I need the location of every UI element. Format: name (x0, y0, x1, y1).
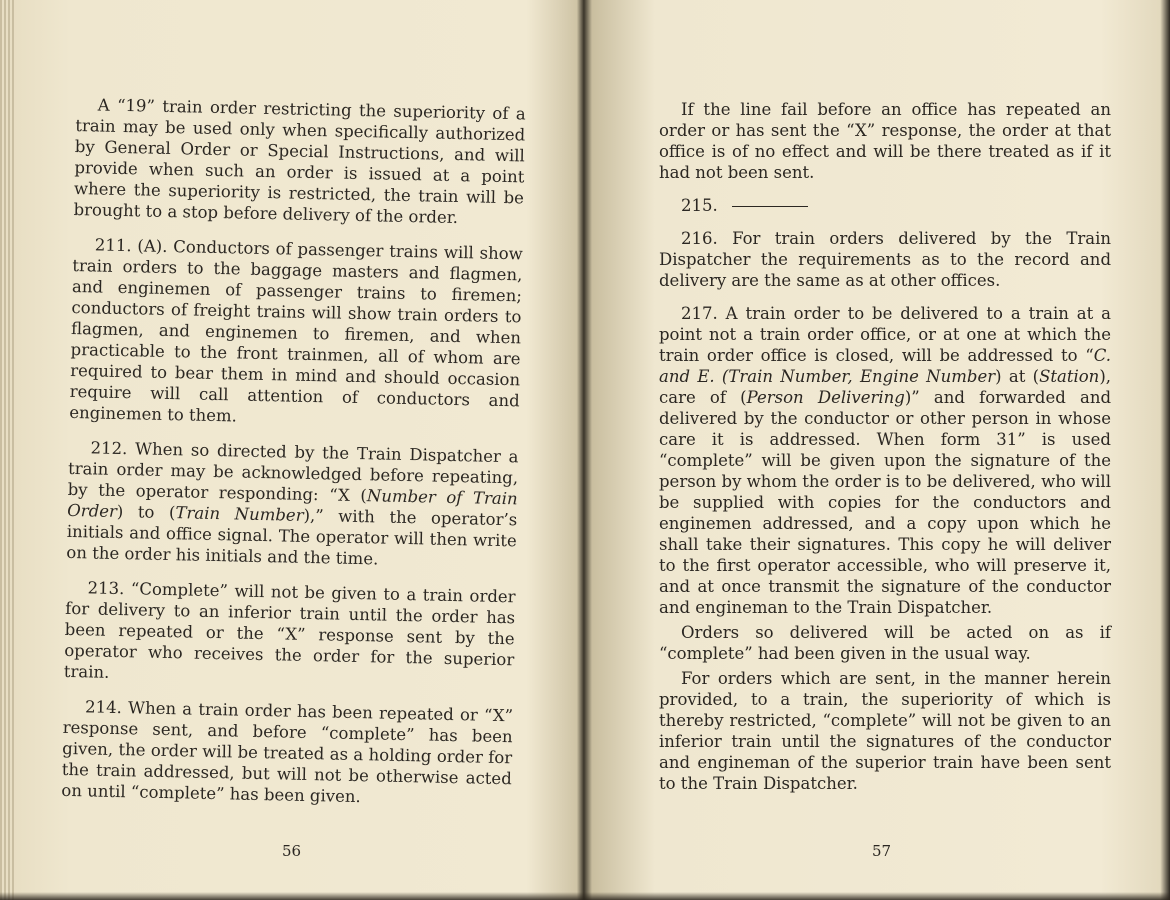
paragraph-19-order: A “19” train order restricting the superiority of a train may be used only when specifically authorized by General Order or Special Instructions, and will provide when such an order is issued at a point where the superiority is restricted, the train will be brought to a stop before delivery of the order. (73, 95, 526, 228)
p212-text-c: ),” with the operator’s initials and office signal. The operator will then write on the order his initials and the time. (66, 505, 518, 569)
paragraph-211: 211. (A). Conductors of passenger trains will show train orders to the baggage masters and flagmen, and enginemen of passenger trains to firemen; conductors of freight trains will show train orders to flagmen, and enginemen to firemen, and when practicable to the front trainmen, all of whom are required to bear them in mind and should occasion require will call attention of conductors and enginemen to them. (69, 235, 523, 426)
page-number-right: 57 (872, 842, 892, 860)
p217-italic-2: Station (1039, 367, 1100, 386)
paragraph-217 (659, 303, 1111, 618)
p212-italic-2: Train Number (175, 503, 304, 525)
left-page (0, 0, 580, 900)
paragraph-line-fail: If the line fail before an office has repeated an order or has sent the “X” response, the order at that office is of no effect and will be there treated as if it had not been sent. (659, 100, 1111, 182)
right-page-text (659, 99, 1111, 806)
paragraph-215 (659, 195, 1111, 216)
p217-text-a: 217. A train order to be delivered to a train at a point not a train order office, or at one at which the train order office is closed, will be addressed to “ (659, 304, 1111, 365)
rule-215-number: 215. (681, 196, 718, 215)
paragraph-213: 213. “Complete” will not be given to a train order for delivery to an inferior train until the order has been repeated or the “X” response sent by the operator who receives the order for the superior train. (63, 578, 516, 682)
p212-italic-1: Number of Train Order (67, 486, 518, 521)
left-page-text (61, 94, 526, 824)
right-page (590, 0, 1170, 900)
rule-215-blank-line (732, 206, 808, 207)
page-number-left: 56 (282, 842, 302, 860)
paragraph-214: 214. When a train order has been repeated or “X” response sent, and before “complete” has been given, the order will be treated as a holding order for the train addressed, but will not be otherwise acted on until “complete” has been given. (61, 697, 514, 807)
p217-text-d: )” and forwarded and delivered by the conductor or other person in whose care it is addressed. When form 31” is used “complete” will be given upon the signature of the person by whom the order is to be delivered, who will be supplied with copies for the conductors and enginemen addressed, and a copy upon which he shall take their signatures. This copy he will deliver to the first operator accessible, who will preserve it, and at once transmit the signature of the conductor and engineman to the Train Dispatcher. (659, 388, 1112, 617)
bottom-edge (0, 892, 1170, 900)
paragraph-216: 216. For train orders delivered by the Train Dispatcher the requirements as to the record and delivery are the same as at other offices. (659, 229, 1111, 290)
paragraph-orders-so-delivered: Orders so delivered will be acted on as if “complete” had been given in the usual way. (659, 623, 1111, 663)
p217-text-b: ) at ( (995, 367, 1040, 386)
p217-italic-1: C. and E. (Train Number, Engine Number (659, 346, 1111, 386)
p217-italic-3: Person Delivering (746, 388, 905, 407)
paragraph-212 (66, 437, 519, 572)
p212-text-a: 212. When so directed by the Train Dispatcher a train order may be acknowledged before repeating, by the operator responding: “X ( (67, 438, 519, 506)
p212-text-b: ) to ( (116, 501, 176, 523)
p217-text-c: ), care of ( (659, 367, 1111, 407)
paragraph-orders-sent: For orders which are sent, in the manner herein provided, to a train, the superiority of which is thereby restricted, “complete” will not be given to an inferior train until the signatures of the conductor and engineman of the superior train have been sent to the Train Dispatcher. (659, 669, 1111, 793)
